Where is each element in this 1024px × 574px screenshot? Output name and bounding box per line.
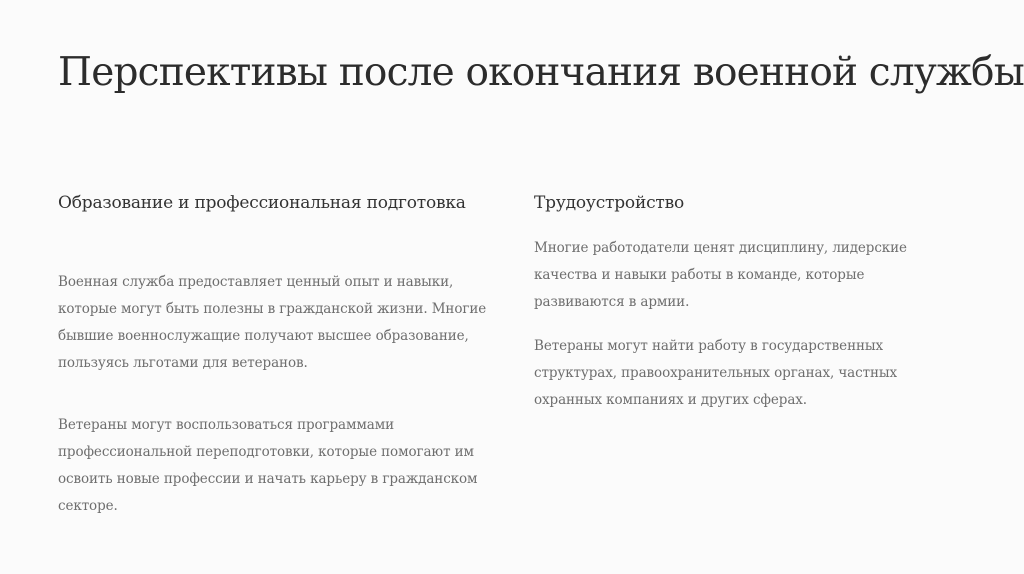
education-heading: Образование и профессиональная подготовка xyxy=(58,193,466,213)
education-paragraph-2: Ветераны могут воспользоваться программами профессиональной переподготовки, которые помогают им освоить новые профессии и начать карьеру в гражданском секторе. xyxy=(58,417,478,514)
employment-paragraph-2: Ветераны могут найти работу в государственных структурах, правоохранительных органах, частных охранных компаниях и других сферах. xyxy=(534,338,898,408)
education-paragraph-1: Военная служба предоставляет ценный опыт и навыки, которые могут быть полезны в гражданской жизни. Многие бывшие военнослужащие получают высшее образование, пользуясь льготами для ветеранов. xyxy=(58,274,487,371)
education-column xyxy=(58,190,510,520)
slide-title: Перспективы после окончания военной службы xyxy=(58,50,1024,95)
employment-column xyxy=(534,190,954,414)
employment-heading: Трудоустройство xyxy=(534,193,685,213)
employment-paragraph-1: Многие работодатели ценят дисциплину, лидерские качества и навыки работы в команде, которые развиваются в армии. xyxy=(534,240,907,310)
